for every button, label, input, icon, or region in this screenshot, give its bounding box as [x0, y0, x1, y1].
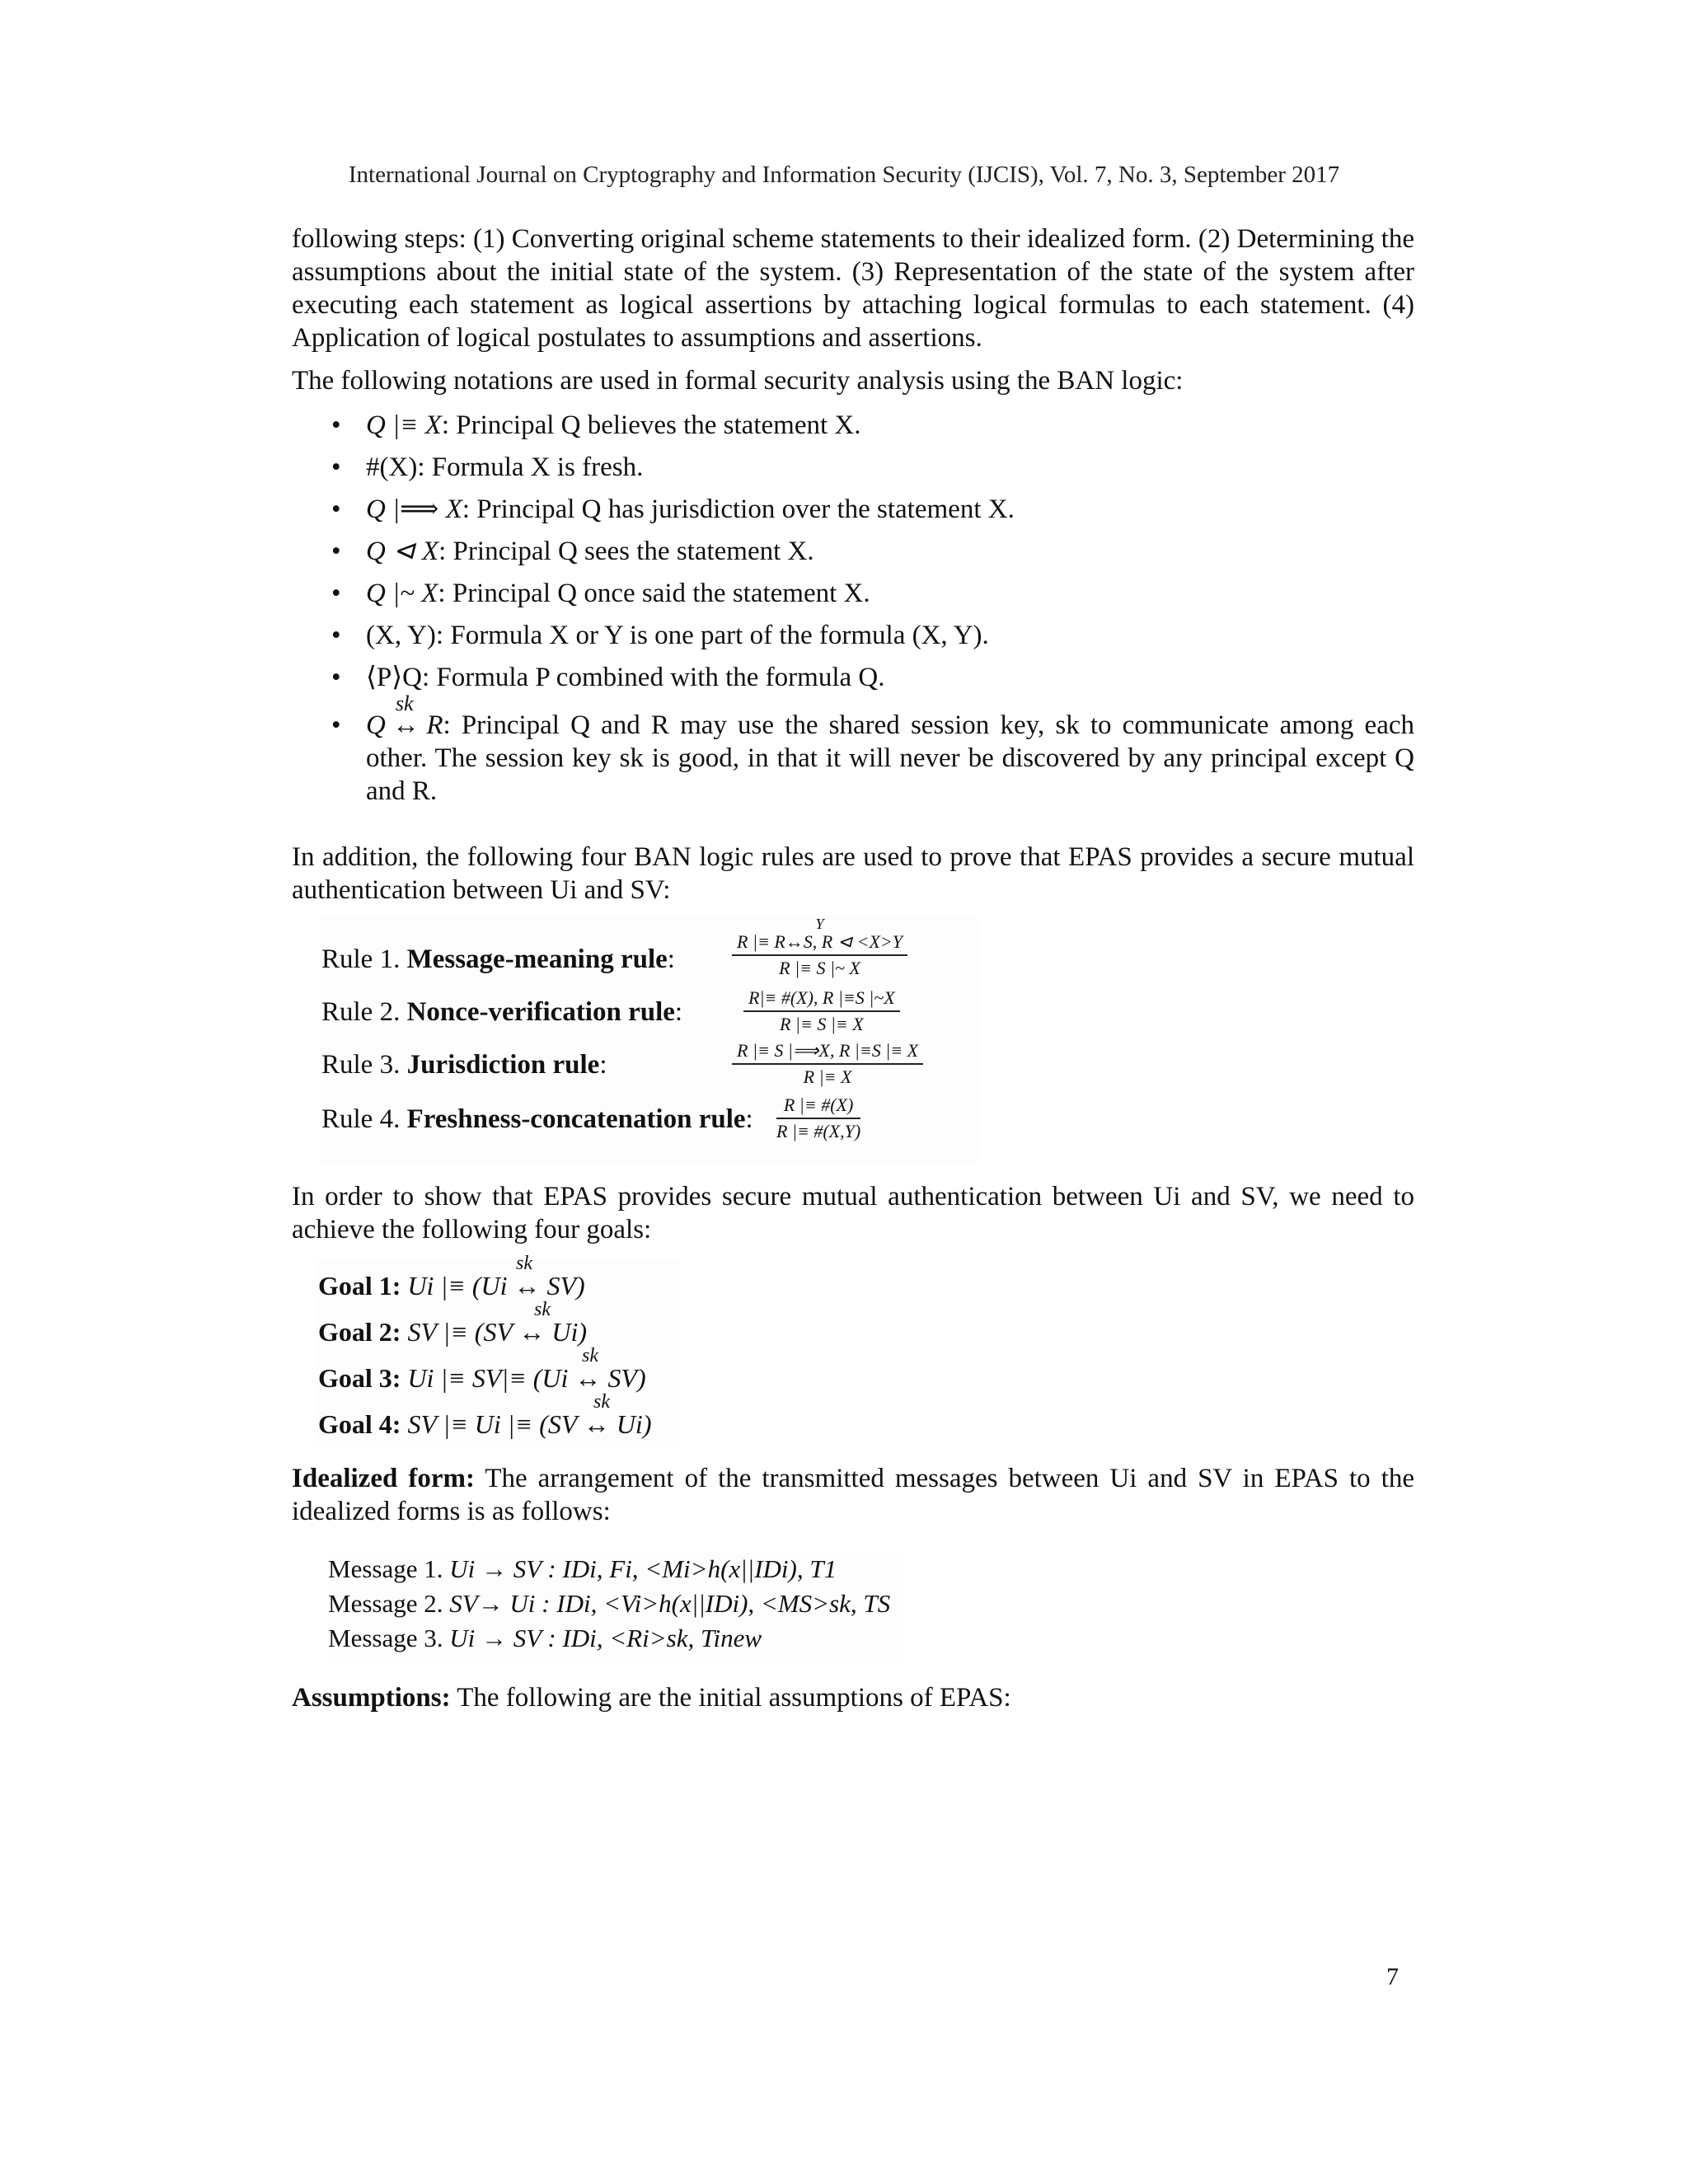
rule-4-formula: $\frac{R |\equiv \#(X)}{R |\equiv \#(X,Y)}$ [776, 1094, 861, 1141]
goal-3: Goal 3: Ui |≡ SV|≡ (Ui ↔ SV) sk [318, 1345, 646, 1393]
paragraph-idealized: Idealized form: The arrangement of the transmitted messages between Ui and SV in EPAS to the idealized forms is as follows: [292, 1464, 1414, 1526]
rule-3: Rule 3. Jurisdiction rule: [321, 1050, 607, 1080]
notation-list [330, 409, 1414, 817]
rule-1-formula: Y R |≡ R↔S, R ⊲ <X>Y R |≡ S |~ X [732, 916, 907, 979]
rule-2-formula: $\frac{R|\equiv \#(X), R |\equiv S |\sim X}{R |\equiv S |\equiv X}$ [743, 987, 900, 1035]
notation-item: • Q |⟹ X: Principal Q has jurisdiction over the statement X. [331, 494, 1015, 524]
messages-figure [326, 1551, 903, 1663]
paragraph-goals-intro: In order to show that EPAS provides secure mutual authentication between Ui and SV, we need to achieve the following four goals: [292, 1182, 1414, 1244]
paragraph-assumptions: Assumptions: The following are the initial assumptions of EPAS: [292, 1683, 1011, 1713]
ban-rules-figure [320, 916, 979, 1164]
goal-4: Goal 4: SV |≡ Ui |≡ (SV ↔ Ui) sk [318, 1391, 652, 1439]
notation-item: • Q |~ X: Principal Q once said the statement X. [331, 579, 870, 608]
notation-item: • Q |≡ X: Principal Q believes the statement X. [331, 410, 861, 440]
notation-item: • Q ⊲ X: Principal Q sees the statement X. [331, 537, 814, 566]
journal-header: International Journal on Cryptography and Information Security (IJCIS), Vol. 7, No. 3, September 2017 [348, 162, 1340, 188]
paragraph-steps: following steps: (1) Converting original scheme statements to their idealized form. (2) Determining the assumptions about the initial state of the system. (3) Representation of the state of the system after executing each statement as logical assertions by attaching logical formulas to each statement. (4) Application of logical postulates to assumptions and assertions. [292, 224, 1414, 353]
paragraph-rules-intro: In addition, the following four BAN logic rules are used to prove that EPAS provides a secure mutual authentication between Ui and SV: [292, 842, 1414, 905]
page-number: 7 [1386, 1963, 1399, 1990]
goals-figure [316, 1253, 679, 1446]
notation-item: • ⟨P⟩Q: Formula P combined with the formula Q. [331, 663, 885, 692]
rule-1: Rule 1. Message-meaning rule: [321, 944, 675, 974]
message-1: Message 1. Ui → SV : IDi, Fi, <Mi>h(x||IDi), T1 [328, 1554, 837, 1583]
goal-1: Goal 1: Ui |≡ (Ui ↔ SV) sk [318, 1253, 585, 1301]
message-3: Message 3. Ui → SV : IDi, <Ri>sk, Tinew [328, 1624, 762, 1652]
paragraph-notations-intro: The following notations are used in formal security analysis using the BAN logic: [292, 366, 1184, 396]
rule-3-formula: $\frac{R |\equiv S |⟹X, R |\equiv S |\equiv X}{R |\equiv X}$ [732, 1040, 923, 1088]
notation-item: • #(X): Formula X is fresh. [331, 452, 644, 482]
rule-2: Rule 2. Nonce-verification rule: [321, 997, 683, 1027]
notation-item-session-key: • sk Q ↔ R: Principal Q and R may use the shared session key, sk to communicate among each other. The session key sk is good, in that it will never be discovered by any principal except Q and R. [331, 691, 1414, 806]
rule-4: Rule 4. Freshness-concatenation rule: [321, 1104, 753, 1134]
message-2: Message 2. SV→ Ui : IDi, <Vi>h(x||IDi), <MS>sk, TS [328, 1589, 891, 1618]
notation-item: • (X, Y): Formula X or Y is one part of the formula (X, Y). [331, 621, 989, 650]
goal-2: Goal 2: SV |≡ (SV ↔ Ui) sk [318, 1299, 588, 1347]
